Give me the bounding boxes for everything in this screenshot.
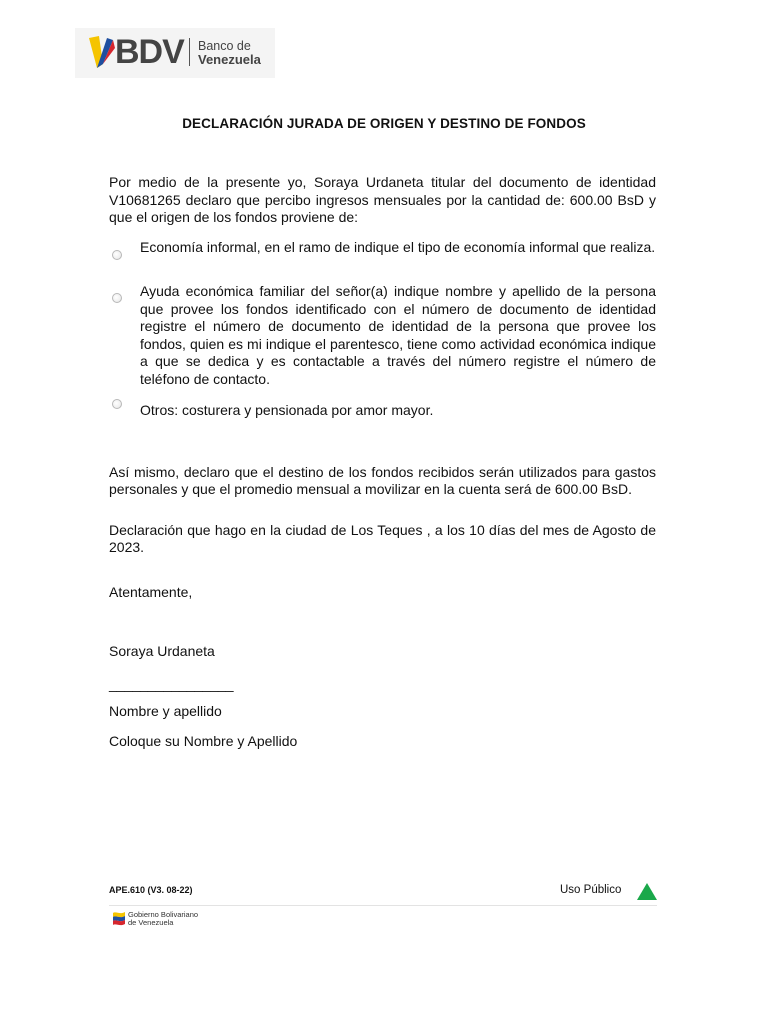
logo-divider bbox=[189, 38, 190, 66]
name-label: Nombre y apellido bbox=[109, 703, 222, 719]
gov-logo-line2: de Venezuela bbox=[128, 918, 174, 927]
destination-paragraph: Así mismo, declaro que el destino de los fondos recibidos serán utilizados para gastos personales y que el promedio mensual a movilizar en la cuenta será de 600.00 BsD. bbox=[109, 464, 656, 497]
option-text: Ayuda económica familiar del señor(a) indique nombre y apellido de la persona que provee los fondos identificado con el número de documento de identidad registre el número de documento de identidad de la persona que provee los fondos, quien es mi indique el parentesco, tiene como actividad económica indique a que se dedica y es contactable a través del número registre el número de teléfono de contacto. bbox=[140, 283, 656, 387]
venezuela-flag-icon bbox=[112, 910, 126, 926]
option-text: Economía informal, en el ramo de indique el tipo de economía informal que realiza. bbox=[140, 239, 656, 255]
intro-paragraph: Por medio de la presente yo, Soraya Urdaneta titular del documento de identidad V10681265 declaro que percibo ingresos mensuales por la cantidad de: 600.00 BsD y que el origen de los fondos proviene de: bbox=[109, 174, 656, 225]
declaration-place-date: Declaración que hago en la ciudad de Los Teques , a los 10 días del mes de Agosto de 2023. bbox=[109, 522, 656, 555]
classification-label: Uso Público bbox=[560, 884, 622, 896]
bdv-logo bbox=[75, 28, 275, 78]
public-triangle-icon bbox=[636, 882, 658, 901]
bdv-logo-mark-icon bbox=[87, 34, 117, 70]
gov-logo-line1: Gobierno Bolivariano bbox=[128, 910, 199, 919]
form-code: APE.610 (V3. 08-22) bbox=[109, 885, 193, 895]
footer-divider bbox=[109, 905, 657, 906]
radio-button-icon[interactable] bbox=[112, 250, 122, 260]
signature-line: ________________ bbox=[109, 676, 234, 692]
closing-text: Atentamente, bbox=[109, 584, 193, 600]
gobierno-bolivariano-logo bbox=[112, 908, 202, 930]
radio-button-icon[interactable] bbox=[112, 293, 122, 303]
document-title: DECLARACIÓN JURADA DE ORIGEN Y DESTINO DE FONDOS bbox=[182, 116, 586, 131]
logo-bank-line2: Venezuela bbox=[198, 52, 261, 67]
logo-brand-text: BDV bbox=[115, 33, 184, 71]
radio-button-icon[interactable] bbox=[112, 399, 122, 409]
signer-name: Soraya Urdaneta bbox=[109, 643, 215, 659]
option-text: Otros: costurera y pensionada por amor mayor. bbox=[140, 402, 434, 418]
logo-bank-line1: Banco de bbox=[198, 39, 251, 53]
name-hint: Coloque su Nombre y Apellido bbox=[109, 733, 298, 749]
